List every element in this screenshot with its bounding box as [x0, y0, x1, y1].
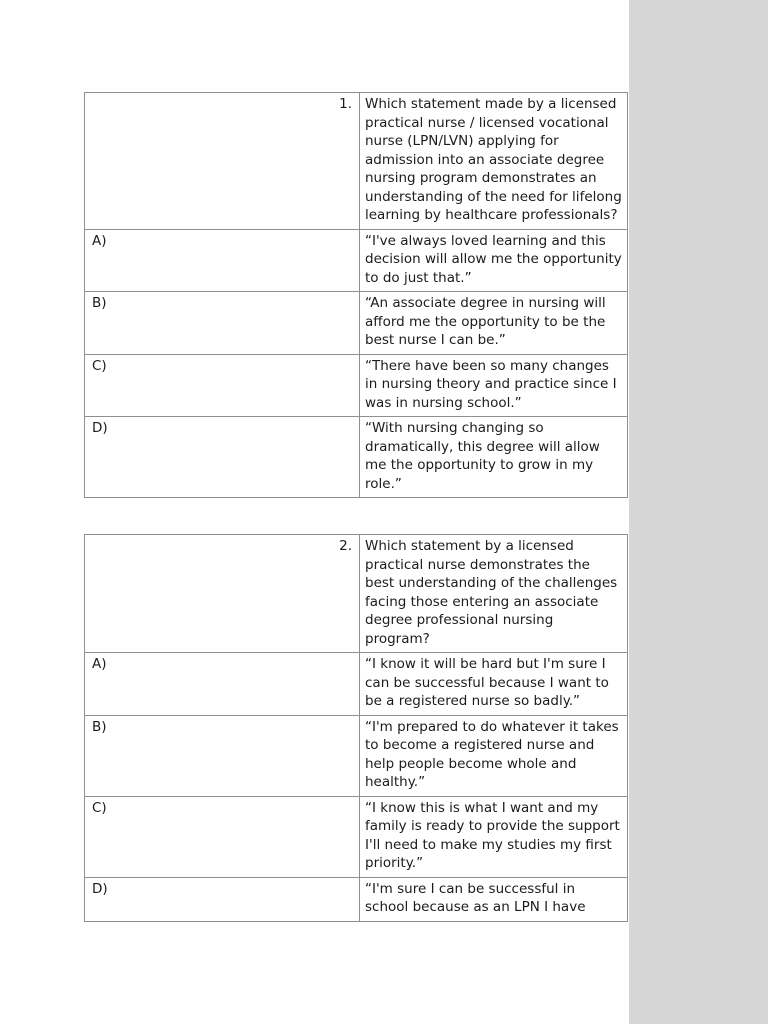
- option-row: [85, 653, 628, 716]
- option-text: “There have been so many changes in nursing theory and practice since I was in nursing school.”: [360, 354, 628, 417]
- option-row: [85, 229, 628, 292]
- option-text: “An associate degree in nursing will afford me the opportunity to be the best nurse I can be.”: [360, 292, 628, 355]
- option-label: C): [85, 354, 360, 417]
- option-text: “I'm sure I can be successful in school because as an LPN I have: [360, 877, 628, 921]
- option-label: A): [85, 229, 360, 292]
- option-row: [85, 417, 628, 498]
- option-text: “I'm prepared to do whatever it takes to become a registered nurse and help people become whole and healthy.”: [360, 715, 628, 796]
- option-text: “I know it will be hard but I'm sure I can be successful because I want to be a registered nurse so badly.”: [360, 653, 628, 716]
- question-number: 2.: [85, 535, 360, 653]
- option-row: [85, 796, 628, 877]
- question-text: Which statement by a licensed practical nurse demonstrates the best understanding of the challenges facing those entering an associate degree professional nursing program?: [360, 535, 628, 653]
- option-label: B): [85, 292, 360, 355]
- question-number: 1.: [85, 93, 360, 230]
- question-text: Which statement made by a licensed practical nurse / licensed vocational nurse (LPN/LVN) applying for admission into an associate degree nursing program demonstrates an understanding of the need for lifelong learning by healthcare professionals?: [360, 93, 628, 230]
- option-label: C): [85, 796, 360, 877]
- option-row: [85, 292, 628, 355]
- option-row: [85, 877, 628, 921]
- option-label: D): [85, 877, 360, 921]
- option-text: “I've always loved learning and this decision will allow me the opportunity to do just that.”: [360, 229, 628, 292]
- option-text: “With nursing changing so dramatically, this degree will allow me the opportunity to grow in my role.”: [360, 417, 628, 498]
- option-label: D): [85, 417, 360, 498]
- option-text: “I know this is what I want and my family is ready to provide the support I'll need to make my studies my first priority.”: [360, 796, 628, 877]
- question-row: [85, 93, 628, 230]
- question-row: [85, 535, 628, 653]
- question-table-2: [84, 534, 628, 922]
- option-row: [85, 354, 628, 417]
- option-row: [85, 715, 628, 796]
- option-label: A): [85, 653, 360, 716]
- viewer-background-gutter: [629, 0, 768, 1024]
- option-label: B): [85, 715, 360, 796]
- question-table-1: [84, 92, 628, 498]
